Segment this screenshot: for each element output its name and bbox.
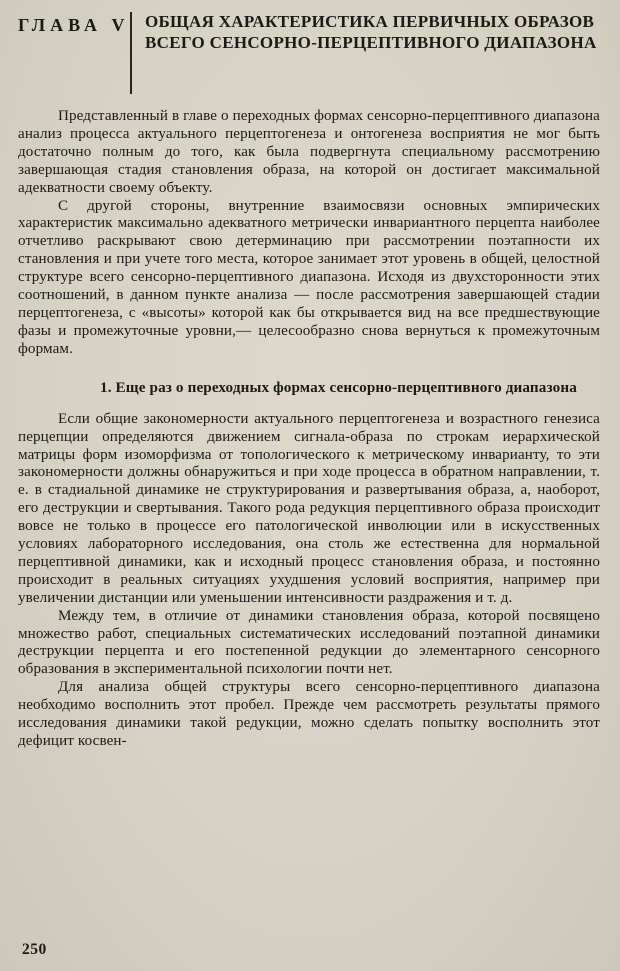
chapter-title: ОБЩАЯ ХАРАКТЕРИСТИКА ПЕРВИЧНЫХ ОБРАЗОВ ВСЕГО СЕНСОРНО-ПЕРЦЕПТИВНОГО ДИАПАЗОНА: [145, 12, 597, 52]
header-divider: [130, 12, 132, 94]
body-text: [18, 108, 600, 751]
chapter-label: ГЛАВА V: [18, 15, 130, 35]
paragraph: Для анализа общей структуры всего сенсорно-перцептивного диапазона необходимо восполнить этот пробел. Прежде чем рассмотреть результаты прямого исследования динамики такой редукции, можно сделать попытку восполнить этот дефицит косвен-: [18, 679, 600, 749]
paragraph: С другой стороны, внутренние взаимосвязи основных эмпирических характеристик максимально адекватного метрически инвариантного перцепта наиболее отчетливо раскрывают свою детерминацию при рассмотрении поэтапности их становления и при учете того места, которое занимает этот уровень в общей, целостной структуре всего сенсорно-перцептивного диапазона. Исходя из двухсторонности этих соотношений, в данном пункте анализа — после рассмотрения завершающей стадии перцептогенеза, с «высоты» которой как бы открывается вид на все предшествующие фазы и промежуточные уровни,— целесообразно снова вернуться к промежуточным формам.: [18, 197, 600, 357]
page-footer: [22, 941, 47, 959]
paragraph: Если общие закономерности актуального перцептогенеза и возрастного генезиса перцепции определяются движением сигнала-образа по строкам иерархической матрицы форм изоморфизма от топологического к метрическому инварианту, то эти закономерности должны обнаружиться и при ходе процесса в обратном направлении, т. е. в стадиальной динамике не структурирования и развертывания образа, а, наоборот, его деструкции и свертывания. Такого рода редукция перцептивного образа происходит вовсе не только в процессе его патологической инволюции или в искусственных условиях лабораторного исследования, она столь же естественна для нормальной перцептивной динамики, как и исходный процесс становления образа, и постоянно происходит в реальных ситуациях ухудшения условий восприятия, например при увеличении дистанции или уменьшении интенсивности раздражения и т. д.: [18, 410, 600, 606]
section-heading: 1. Еще раз о переходных формах сенсорно-перцептивного диапазона: [100, 378, 577, 396]
chapter-header: [18, 10, 600, 94]
page-number: 250: [22, 941, 47, 958]
paragraph: Между тем, в отличие от динамики становления образа, которой посвящено множество работ, специальных систематических исследований поэтапной динамики деструкции перцепта и его постепенной редукции до элементарного сенсорного образования в экспериментальной психологии почти нет.: [18, 607, 600, 678]
paragraph: Представленный в главе о переходных формах сенсорно-перцептивного диапазона анализ процесса актуального перцептогенеза и онтогенеза восприятия не мог быть достаточно полным до того, как была подвергнута специальному рассмотрению завершающая стадия становления образа, на которой он достигает максимальной адекватности своему объекту.: [18, 108, 600, 196]
